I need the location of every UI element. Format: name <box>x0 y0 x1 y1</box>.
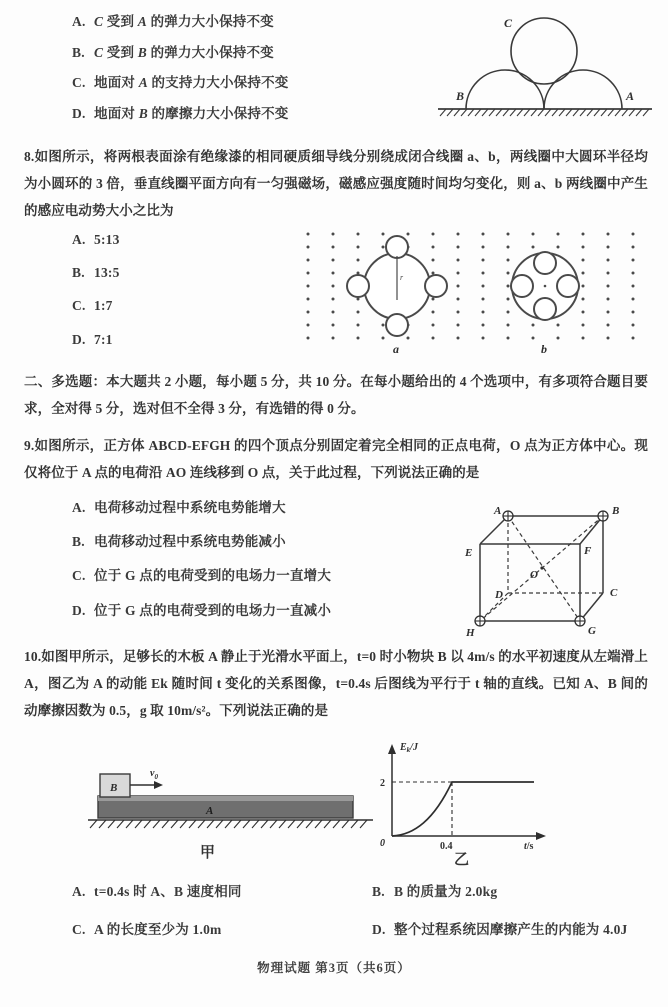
question-10-text: 如图甲所示，足够长的木板 A 静止于光滑水平面上，t=0 时小物块 B 以 4m/s 的水平初速度从左端滑上 A，图乙为 A 的动能 Ek 随时间 t 变化的关系图像，t=0.4s 后图线为平行于 t 轴的直线。已知 A、B 间的动摩擦因数为 0.5，g 取 10m/s²。下列说法正确的是 <box>24 649 648 718</box>
option-letter: C. <box>72 75 86 91</box>
option-row <box>72 298 252 314</box>
radius-label: r <box>400 273 404 282</box>
question-8-stem <box>24 143 648 224</box>
section-2-title: 二、多选题 <box>24 374 93 389</box>
ground-hatching <box>440 109 649 116</box>
coil-b-small-ring-right <box>557 275 579 297</box>
option-label: C 受到 B 的弹力大小保持不变 <box>94 44 274 60</box>
coil-a-small-ring-right <box>425 275 447 297</box>
question-9-stem <box>24 432 648 486</box>
option-label: t=0.4s 时 A、B 速度相同 <box>94 884 242 899</box>
figure-jia-caption: 甲 <box>200 844 216 861</box>
coil-b-inner-dots <box>544 285 547 288</box>
option-letter: D. <box>72 331 86 347</box>
question-10-options <box>72 884 652 938</box>
option-label: 1:7 <box>94 298 113 314</box>
option-label: C 受到 A 的弹力大小保持不变 <box>94 14 274 29</box>
dome-a <box>544 70 622 109</box>
option-letter: A. <box>72 884 86 899</box>
coil-b-small-ring-top <box>534 252 556 274</box>
question-8-figure <box>300 228 650 356</box>
y-tick-2: 2 <box>380 778 385 789</box>
option-row <box>72 568 402 584</box>
coil-a-small-ring-bottom <box>386 314 408 336</box>
option-row <box>372 884 652 900</box>
question-9-text: 如图所示，正方体 ABCD-EFGH 的四个顶点分别固定着完全相同的正点电荷，O 点为正方体中心。现仅将位于 A 点的电荷沿 AO 连线移到 O 点，关于此过程，下列说法正确的是 <box>24 438 648 480</box>
charge-at-H <box>475 616 485 626</box>
kinetic-energy-time-chart <box>374 736 574 866</box>
option-letter: B. <box>372 884 385 899</box>
coil-b-small-ring-bottom <box>534 298 556 320</box>
vertex-label-B: B <box>612 505 620 517</box>
y-axis-label: $E_k/J$ <box>400 742 418 754</box>
charge-at-A <box>503 511 513 521</box>
y-axis-arrow <box>388 744 396 754</box>
option-row <box>72 603 402 619</box>
vertex-label-H: H <box>466 627 475 639</box>
option-label: 位于 G 点的电荷受到的电场力一直增大 <box>94 568 332 584</box>
option-letter: C. <box>72 568 86 584</box>
question-9-figure <box>460 498 650 648</box>
question-8-number: 8. <box>24 149 35 164</box>
question-9-number: 9. <box>24 438 35 453</box>
option-row <box>72 534 402 550</box>
option-letter: B. <box>72 265 85 281</box>
origin-label: 0 <box>380 838 385 849</box>
dome-b <box>466 70 544 109</box>
x-tick-04: 0.4 <box>440 841 453 852</box>
chart-axes <box>388 744 546 840</box>
vertex-label-G: G <box>588 625 596 637</box>
vertex-label-A: A <box>494 505 502 517</box>
question-8-text: 如图所示，将两根表面涂有绝缘漆的相同硬质细导线分别绕成闭合线圈 a、b，两线圈中大圆环半径均为小圆环的 3 倍，垂直线圈平面方向有一匀强磁场，磁感应强度随时间均匀变化，则 a、b 两线圈中产生的感应电动势大小之比为 <box>24 149 648 218</box>
option-row <box>72 332 252 348</box>
label-b: B <box>456 89 465 103</box>
label-a: A <box>626 89 635 103</box>
balls-on-ground-diagram <box>430 4 660 124</box>
board-A-highlight <box>98 796 353 801</box>
option-row <box>372 922 652 938</box>
charge-at-B <box>598 511 608 521</box>
option-label: 地面对 B 的摩擦力大小保持不变 <box>94 106 289 122</box>
edge-AE <box>480 516 508 544</box>
option-row <box>72 884 372 900</box>
vertex-label-O: O <box>530 569 538 581</box>
vertex-label-F: F <box>584 545 592 557</box>
coil-b-small-ring-left <box>511 275 533 297</box>
section-2-text: ：本大题共 2 小题，每小题 5 分，共 10 分。在每小题给出的 4 个选项中，有多项符合题目要求，全对得 5 分，选对但不全得 3 分，有选错的得 0 分。 <box>24 374 648 416</box>
coil-b-label: b <box>541 342 547 356</box>
velocity-arrow <box>130 781 163 789</box>
option-row <box>72 106 402 122</box>
question-9-options <box>72 500 402 637</box>
question-8-options <box>72 232 252 365</box>
option-letter: A. <box>72 14 86 29</box>
x-axis-arrow <box>536 832 546 840</box>
chart-guide-lines <box>392 782 452 836</box>
question-10-stem <box>24 643 648 724</box>
option-letter: A. <box>72 232 86 247</box>
question-10-number: 10. <box>24 649 42 664</box>
option-letter: D. <box>372 922 386 938</box>
board-A-label: A <box>206 805 214 817</box>
center-point-O <box>540 566 543 569</box>
option-row <box>72 14 402 30</box>
question-7-options <box>72 14 402 137</box>
board-and-block-diagram <box>88 752 378 867</box>
option-letter: C. <box>72 922 86 938</box>
option-label: 地面对 A 的支持力大小保持不变 <box>94 75 289 91</box>
option-label: 整个过程系统因摩擦产生的内能为 4.0J <box>394 922 628 938</box>
option-letter: D. <box>72 602 86 618</box>
question-7-figure <box>430 4 660 124</box>
charge-at-G <box>575 616 585 626</box>
option-label: 13:5 <box>94 265 120 281</box>
option-row <box>72 265 252 281</box>
option-label: A 的长度至少为 1.0m <box>94 922 222 938</box>
coil-a-small-ring-left <box>347 275 369 297</box>
option-label: 电荷移动过程中系统电势能减小 <box>94 534 286 550</box>
option-row <box>72 75 402 91</box>
block-B-label: B <box>110 782 118 794</box>
option-label: 位于 G 点的电荷受到的电场力一直减小 <box>94 602 332 618</box>
chart-series-line <box>392 782 534 836</box>
option-letter: C. <box>72 298 86 314</box>
option-row <box>72 922 372 938</box>
option-row <box>72 232 252 248</box>
cube-with-charges-diagram <box>460 498 650 648</box>
option-label: 7:1 <box>94 331 113 347</box>
coils-in-magnetic-field-diagram <box>300 228 650 356</box>
option-letter: D. <box>72 106 86 122</box>
option-label: B 的质量为 2.0kg <box>394 884 498 899</box>
x-axis-label: t/s <box>524 841 534 852</box>
option-label: 电荷移动过程中系统电势能增大 <box>94 500 286 515</box>
vertex-label-C: C <box>610 587 618 599</box>
label-c: C <box>504 16 513 30</box>
option-letter: B. <box>72 534 85 550</box>
vertex-label-D: D <box>495 589 503 601</box>
section-2-header <box>24 368 648 422</box>
option-letter: B. <box>72 44 85 60</box>
velocity-label: $v_0$ <box>150 768 158 781</box>
figure-yi-caption: 乙 <box>454 851 470 868</box>
coil-a-label: a <box>393 342 399 356</box>
diagonal-AG <box>508 516 580 621</box>
option-row <box>72 45 402 61</box>
question-10-figure-jia <box>88 752 378 867</box>
ground-hatching <box>90 820 367 828</box>
page-footer: 物理试题 第3页（共6页） <box>257 961 411 975</box>
vertex-label-E: E <box>465 547 473 559</box>
option-letter: A. <box>72 500 86 515</box>
option-row <box>72 500 402 516</box>
coil-a-small-ring-top <box>386 236 408 258</box>
question-10-figure-yi <box>374 736 574 866</box>
option-label: 5:13 <box>94 232 120 247</box>
